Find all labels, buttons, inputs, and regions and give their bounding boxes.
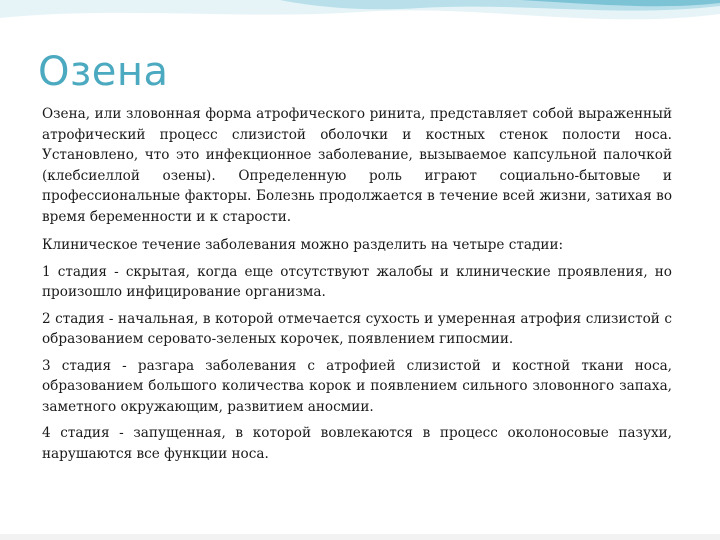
stage-1-paragraph: 1 стадия - скрытая, когда еще отсутствуют жалобы и клинические проявления, но произошло инфицирование организма. [42, 263, 672, 300]
stage-3-paragraph: 3 стадия - разгара заболевания с атрофией слизистой и костной ткани носа, образованием большого количества корок и появлением сильного зловонного запаха, заметного окружающим, развитием аносмии. [42, 357, 672, 415]
slide-title: Озена [38, 49, 169, 95]
footer-decoration [0, 534, 720, 540]
stage-4-paragraph: 4 стадия - запущенная, в которой вовлекаются в процесс околоносовые пазухи, нарушаются все функции носа. [42, 425, 672, 462]
intro-paragraph: Озена, или зловонная форма атрофического ринита, представляет собой выраженный атрофический процесс слизистой оболочки и костных стенок полости носа. Установлено, что это инфекционное заболевание, вызываемое капсульной палочкой (клебсиеллой озены). Определенную роль играют социально-бытовые и профессиональные факторы. Болезнь продолжается в течение всей жизни, затихая во время беременности и к старости. [42, 106, 672, 225]
stage-2-paragraph: 2 стадия - начальная, в которой отмечается сухость и умеренная атрофия слизистой с образованием серовато-зеленых корочек, появлением гипосмии. [42, 310, 672, 347]
clinical-course-line: Клиническое течение заболевания можно разделить на четыре стадии: [42, 237, 564, 253]
slide-body [42, 104, 672, 464]
